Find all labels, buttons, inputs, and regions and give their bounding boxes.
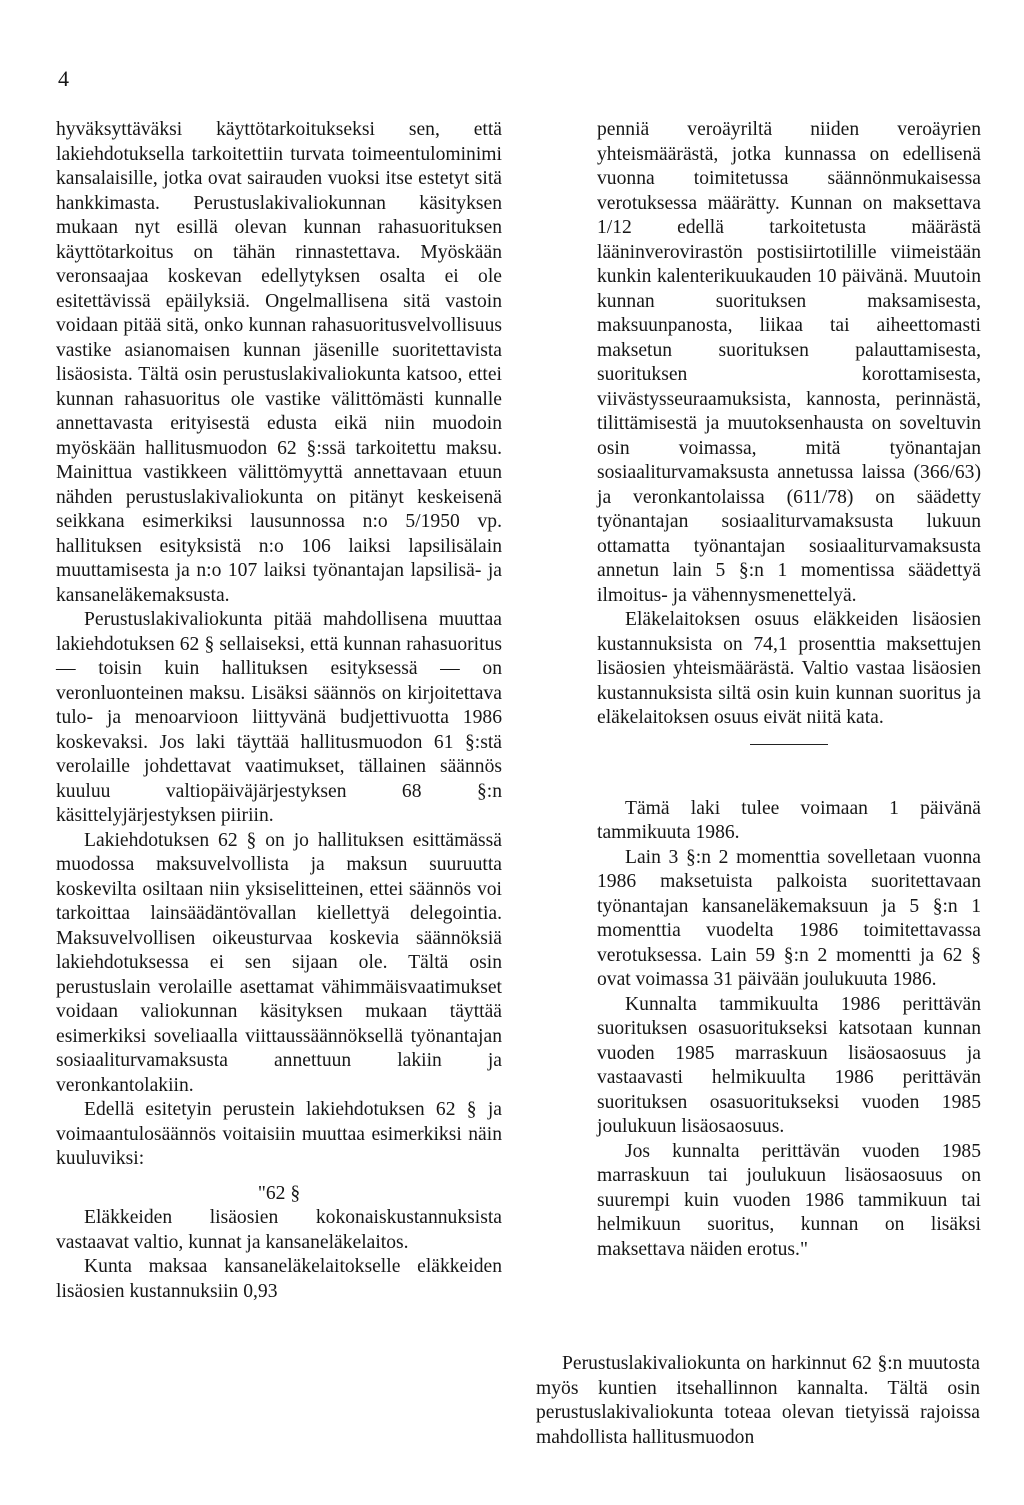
paragraph: Kunnalta tammikuulta 1986 perittävän suorituksen osasuoritukseksi katsotaan kunnan vuoden 1985 marraskuun lisäosaosuus ja vastaavasti helmikuulta 1986 perittävän suorituksen osasuoritukseksi vuoden 1985 joulukuun lisäosaosuus.	[597, 993, 981, 1137]
paragraph: Eläkelaitoksen osuus eläkkeiden lisäosien kustannuksista on 74,1 prosenttia maksettujen lisäosien yhteismäärästä. Valtio vastaa lisäosien kustannuksista siltä osin kuin kunnan suoritus ja eläkelaitoksen osuus eivät niitä kata.	[597, 609, 981, 728]
bottom-paragraph-block	[536, 1352, 980, 1450]
paragraph: Tämä laki tulee voimaan 1 päivänä tammikuuta 1986.	[597, 797, 981, 843]
section-heading: "62 §	[257, 1182, 301, 1204]
paragraph: Lain 3 §:n 2 momenttia sovelletaan vuonna 1986 maksetuista palkoista suoritettavaan työnantajan kansaneläkemaksuun ja 5 §:n 1 momenttia vuodelta 1986 toimitettavassa verotuksessa. Lain 59 §:n 2 momentti ja 62 § ovat voimassa 31 päivään joulukuuta 1986.	[597, 846, 981, 990]
paragraph: Perustuslakivaliokunta on harkinnut 62 §:n muutosta myös kuntien itsehallinnon kannalta. Tältä osin perustuslakivaliokunta toteaa olevan tietyissä rajoissa mahdollista hallitusmuodon	[536, 1353, 980, 1448]
paragraph: Jos kunnalta perittävän vuoden 1985 marraskuun tai joulukuun lisäosaosuus on suurempi kuin vuoden 1986 tammikuun tai helmikuun suoritus, kunnan on lisäksi maksettava näiden erotus."	[597, 1140, 981, 1260]
paragraph: Lakiehdotuksen 62 § on jo hallituksen esittämässä muodossa maksuvelvollista ja maksun suuruutta koskevilta osiltaan niin yksiselitteinen, ettei säännös voi tarkoittaa lainsäädäntövallan kiellettyä delegointia. Maksuvelvollisen oikeusturvaa koskevia säännöksiä lakiehdotuksessa ei sen sijaan ole. Tältä osin perustuslain verolaille asettamat vähimmäisvaatimukset voidaan valiokunnan käsityksen mukaan täyttää esimerkiksi soveliaalla viittaussäännöksellä työnantajan sosiaaliturvamaksusta annettuun lakiin ja veronkantolakiin.	[56, 829, 502, 1096]
paragraph: Eläkkeiden lisäosien kokonaiskustannuksista vastaavat valtio, kunnat ja kansaneläkelaitos.	[56, 1207, 502, 1253]
page-number: 4	[58, 66, 69, 91]
section-divider	[750, 744, 828, 745]
paragraph: hyväksyttäväksi käyttötarkoitukseksi sen, että lakiehdotuksella tarkoitettiin turvata toimeentulominimi kansalaisille, jotka ovat sairauden vuoksi itse estetyt sitä hankkimasta. Perustuslakivaliokunnan käsityksen mukaan nyt esillä olevan kunnan rahasuorituksen käyttötarkoitus on tähän rinnastettava. Myöskään veronsaajaa koskevan edellytyksen osalta ei ole esitettävissä epäilyksiä. Ongelmallisena sitä vastoin voidaan pitää sitä, onko kunnan rahasuoritusvelvollisuus vastike asianomaisen kunnan jäsenille suoritettavista lisäosista. Tältä osin perustuslakivaliokunta katsoo, ettei kunnan rahasuoritus ole vastike välittömästi kunnalle annettavasta erityisestä edusta eikä niin muodoin myöskään hallitusmuodon 62 §:ssä tarkoitettu maksu. Mainittua vastikkeen välittömyyttä annettavaan etuun nähden perustuslakivaliokunta on pitänyt keskeisenä seikkana esimerkiksi lausunnossa n:o 5/1950 vp. hallituksen esityksistä n:o 106 laiksi lapsilisälain muuttamisesta ja n:o 107 laiksi työnantajan lapsilisä- ja kansaneläkemaksusta.	[56, 119, 502, 606]
paragraph: Perustuslakivaliokunta pitää mahdollisena muuttaa lakiehdotuksen 62 § sellaiseksi, että kunnan rahasuoritus — toisin kuin hallituksen esityksessä — on veronluonteinen maksu. Lisäksi säännös on kirjoitettava tulo- ja menoarvioon liittyvänä budjettivuotta 1986 koskevaksi. Jos laki täyttää hallitusmuodon 61 §:stä verolaille johdettavat vaatimukset, tällainen säännös kuuluu valtiopäiväjärjestyksen 68 §:n käsittelyjärjestyksen piiriin.	[56, 609, 502, 826]
left-column	[56, 118, 502, 1304]
paragraph: Kunta maksaa kansaneläkelaitokselle eläkkeiden lisäosien kustannuksiin 0,93	[56, 1256, 502, 1302]
paragraph: penniä veroäyriltä niiden veroäyrien yhteismäärästä, jotka kunnassa on edellisenä vuonna toimitetussa säännönmukaisessa verotuksessa määrätty. Kunnan on maksettava 1/12 edellä tarkoitetusta määrästä lääninverovirastön postisiirtotilille viimeistään kunkin kalenterikuukauden 10 päivänä. Muutoin kunnan suorituksen maksamisesta, maksuunpanosta, liikaa tai aiheettomasti maksetun suorituksen palauttamisesta, suorituksen korottamisesta, viivästysseuraamuksista, kannosta, perinnästä, tilittämisestä ja muutoksenhausta on soveltuvin osin voimassa, mitä työnantajan sosiaaliturvamaksusta annetussa laissa (366/63) ja veronkantolaissa (611/78) on säädetty työnantajan sosiaaliturvamaksusta lukuun ottamatta työnantajan sosiaaliturvamaksusta annetun lain 5 §:n 1 momentissa säädettyä ilmoitus- ja vähennysmenettelyä.	[597, 119, 981, 606]
paragraph: Edellä esitetyin perustein lakiehdotuksen 62 § ja voimaantulosäännös voitaisiin muuttaa esimerkiksi näin kuuluviksi:	[56, 1099, 502, 1169]
right-column	[597, 118, 981, 1262]
